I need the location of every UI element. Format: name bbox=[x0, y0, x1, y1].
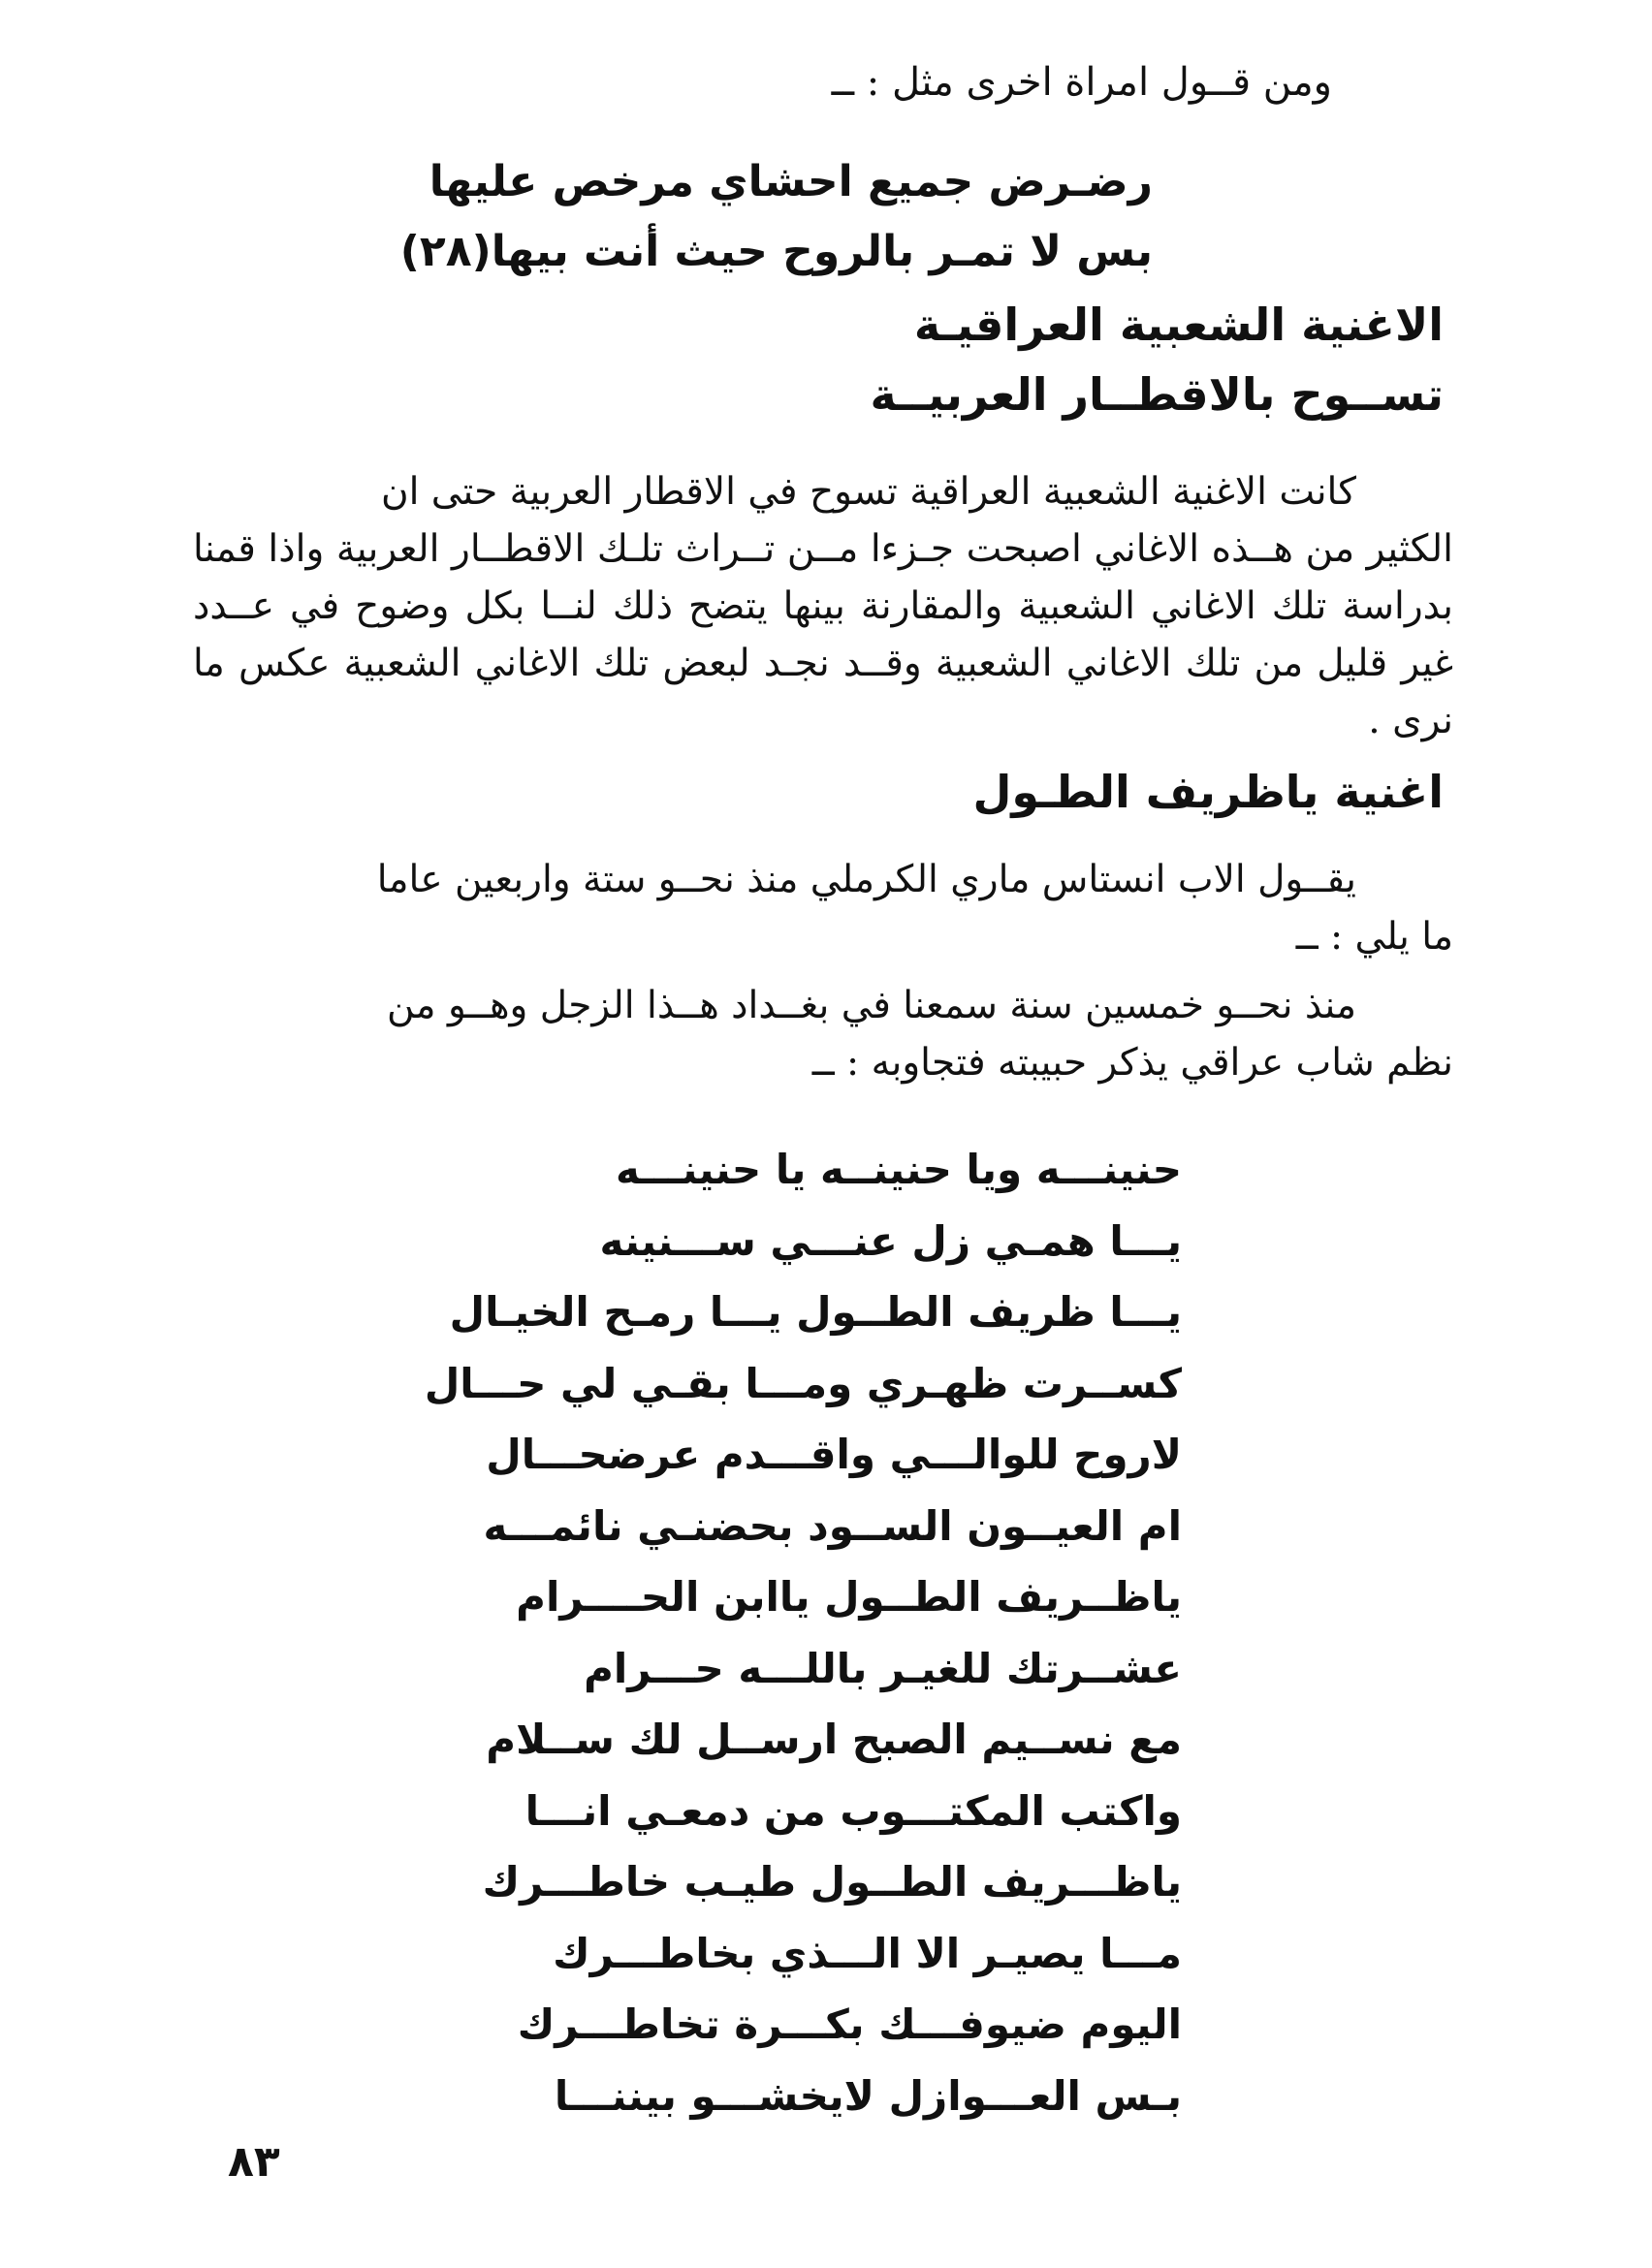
couplet bbox=[280, 147, 1153, 287]
poem-line: اليوم ضيوفـــك بكـــرة تخاطـــرك bbox=[517, 2000, 1182, 2048]
body-paragraph bbox=[193, 851, 1453, 965]
paragraph-first-line: كانت الاغنية الشعبية العراقية تسوح في الاقطار العربية حتى ان bbox=[380, 470, 1356, 514]
poem-line: يـــا همـي زل عنـــي ســـنينه bbox=[599, 1216, 1182, 1265]
body-paragraph bbox=[193, 463, 1453, 749]
poem-line: يـــا ظريف الطــول يـــا رمـح الخيـال bbox=[449, 1288, 1182, 1336]
paragraph-body: الكثير من هــذه الاغاني اصبحت جـزءا مــن تــراث تلـك الاقطــار العربية واذا قمنا بدراسة تلك الاغاني الشعبية والمقارنة بينها يتضح ذلك لنــا بكل وضوح في عــدد غير قليل من تلك الاغاني الشعبية وقــد نجـد لبعض تلك الاغاني الشعبية عكس ما نرى . bbox=[193, 527, 1453, 742]
poem-line: مع نســيم الصبح ارســل لك ســلام bbox=[486, 1716, 1182, 1763]
poem-line: عشــرتك للغيـر باللـــه حـــرام bbox=[584, 1644, 1182, 1692]
couplet-line: رضـرض جميع احشاي مرخص عليها bbox=[429, 157, 1153, 206]
poem bbox=[406, 1134, 1182, 2131]
paragraph-first-line: منذ نحــو خمسين سنة سمعنا في بغــداد هــذا الزجل وهــو من bbox=[386, 984, 1356, 1027]
poem-line: مـــا يصيـر الا الـــذي بخاطـــرك bbox=[553, 1929, 1182, 1977]
poem-line: ياظــريف الطــول ياابن الحــــرام bbox=[516, 1573, 1182, 1621]
couplet-line: بس لا تمـر بالروح حيث أنت بيها(٢٨) bbox=[399, 227, 1153, 276]
page-number: ٨٣ bbox=[228, 2137, 280, 2187]
song-heading: اغنية ياظريف الطـول bbox=[972, 766, 1444, 818]
paragraph-body: ما يلي : ــ bbox=[1295, 915, 1453, 959]
poem-line: لاروح للوالـــي واقـــدم عرضحـــال bbox=[486, 1431, 1182, 1478]
poem-line: بـس العـــوازل لايخشـــو بيننـــا bbox=[554, 2071, 1182, 2120]
poem-line: حنينـــه ويا حنينــه يا حنينـــه bbox=[615, 1146, 1182, 1193]
intro-line: ومن قــول امراة اخرى مثل : ــ bbox=[831, 60, 1332, 105]
poem-line: ام العيــون الســود بحضنـي نائمـــه bbox=[483, 1501, 1182, 1550]
section-heading-line-2: تســوح بالاقطــار العربيــة bbox=[870, 368, 1444, 421]
section-heading-line-1: الاغنية الشعبية العراقيـة bbox=[913, 299, 1444, 351]
body-paragraph bbox=[193, 977, 1453, 1091]
paragraph-body: نظم شاب عراقي يذكر حبيبته فتجاوبه : ــ bbox=[811, 1041, 1453, 1085]
poem-line: واكتب المكتـــوب من دمعـي انـــا bbox=[524, 1786, 1182, 1835]
paragraph-first-line: يقــول الاب انستاس ماري الكرملي منذ نحــو ستة واربعين عاما bbox=[376, 858, 1356, 901]
poem-line: ياظـــريف الطــول طيـب خاطـــرك bbox=[482, 1858, 1182, 1906]
poem-line: كســرت ظهـري ومـــا بقـي لي حـــال bbox=[424, 1359, 1182, 1407]
